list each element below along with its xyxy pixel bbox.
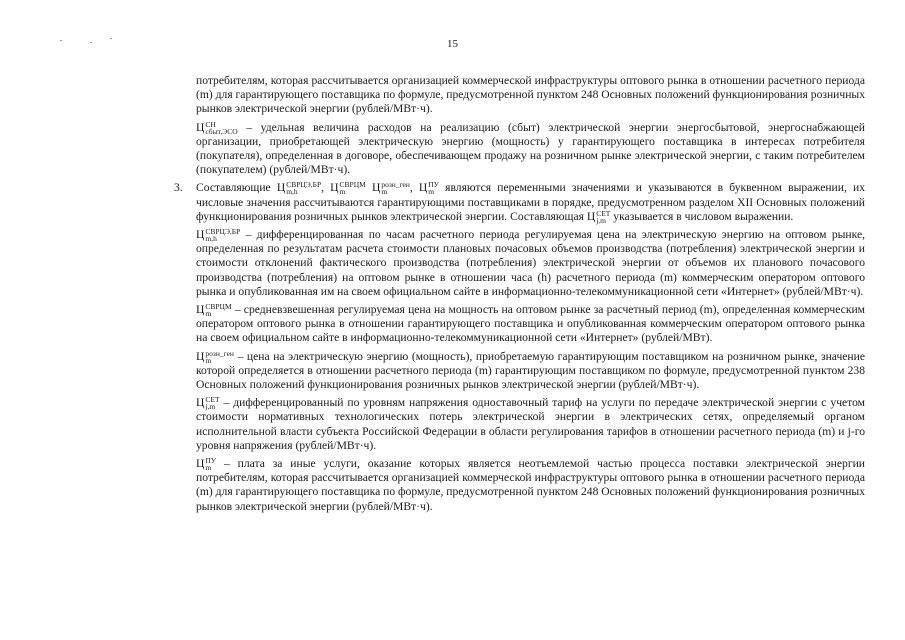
formula-symbol: Ц СВРЦЭ,БР m,h bbox=[196, 227, 241, 244]
definition-text: – плата за иные услуги, оказание которых является неотъемлемой частью процесса поставки электрической энергии потребителям, которая рассчитывается организацией коммерческой инфраструктуры оптового рынка в отношении расчетного периода (m) для гарантирующего поставщика по формуле, предусмотренной пунктом 248 Основных положений функционирования розничных рынков электрической энергии (рублей/МВт·ч). bbox=[196, 457, 865, 513]
formula-symbol bbox=[196, 121, 238, 134]
definition-paragraph bbox=[196, 303, 865, 346]
item-tail-text: указывается в числовом выражении. bbox=[613, 209, 794, 223]
list-item-3 bbox=[174, 180, 865, 225]
symbol-superscript: СН bbox=[205, 119, 216, 129]
formula-symbol: Ц СЕТ j,m bbox=[196, 395, 220, 412]
definition-paragraph bbox=[196, 228, 865, 299]
formula-symbol: Ц ПУ m bbox=[418, 180, 439, 197]
paragraph: потребителям, которая рассчитывается организацией коммерческой инфраструктуры оптового рынка в отношении расчетного периода (m) для гарантирующего поставщика по формуле, предусмотренной пунктом 248 Основных положений функционирования розничных рынков электрической энергии (рублей/МВт·ч). bbox=[196, 74, 865, 116]
definition-text: – дифференцированный по уровням напряжения одноставочный тариф на услуги по передаче электрической энергии с учетом стоимости нормативных технологических потерь электрической энергии в электрических сетях, определяемый органом исполнительной власти субъекта Российской Федерации в области регулирования тарифов в отношении расчетного периода (m) и j-го уровня напряжения (рублей/МВт·ч). bbox=[196, 396, 865, 452]
formula-symbol: Ц розн_ген m bbox=[371, 180, 410, 197]
formula-symbol: Ц СЕТ j,m bbox=[586, 208, 611, 225]
formula-symbol: Ц СВРЦЭ,БР m,h bbox=[276, 180, 322, 197]
symbol-base: Ц bbox=[196, 120, 205, 134]
list-item-number: 3. bbox=[174, 181, 183, 195]
item-body-text: являются переменными значениями и указываются в буквенном выражении, их числовые значения рассчитываются гарантирующими поставщиками в порядке, предусмотренном разделом XII Основных положений функционирования розничных рынков электрической энергии. Составляющая bbox=[196, 181, 865, 223]
formula-symbol: Ц розн_ген m bbox=[196, 348, 234, 365]
formula-symbol: Ц ПУ m bbox=[196, 456, 217, 473]
document-body bbox=[174, 74, 865, 518]
definition-paragraph bbox=[196, 396, 865, 453]
definition-text: – дифференцированная по часам расчетного периода регулируемая цена на электрическую энергию на оптовом рынке, определенная по результатам расчета стоимости плановых почасовых объемов производства (потребления) электрической энергии и стоимости отклонений фактического производства (потребления) электрической энергии от объемов их планового почасового производства (потребления) на оптовом рынке в отношении часа (h) расчетного периода (m) коммерческим оператором оптового рынка и опубликованная им на своем официальном сайте в информационно-телекоммуникационной сети «Интернет» (рублей/МВт·ч). bbox=[196, 228, 865, 298]
paragraph bbox=[196, 121, 865, 178]
definition-paragraph bbox=[196, 350, 865, 393]
definition-text: – удельная величина расходов на реализацию (сбыт) электрической энергии энергосбытовой, энергоснабжающей организации, приобретающей электрическую энергию (мощность) у гарантирующего поставщика в интересах потребителя (покупателя), определенная в договоре, обеспечивающем продажу на розничном рынке электрической энергии, с таким потребителем (покупателем) (рублей/МВт·ч). bbox=[196, 120, 865, 177]
formula-symbol: Ц СВРЦМ m bbox=[196, 302, 232, 319]
item-lead-text: Составляющие bbox=[196, 181, 271, 195]
page-number: 15 bbox=[447, 38, 458, 50]
definition-text: – цена на электрическую энергию (мощность), приобретаемую гарантирующим поставщиком на розничном рынке, значение которой определяется в отношении расчетного периода (m) гарантирующим поставщиком по формуле, предусмотренной пунктом 238 Основных положений функционирования розничных рынков электрической энергии (рублей/МВт·ч). bbox=[196, 349, 865, 392]
definition-text: – средневзвешенная регулируемая цена на мощность на оптовом рынке за расчетный период (m), определенная коммерческим оператором оптового рынка в отношении гарантирующего поставщика и опубликованная коммерческим оператором оптового рынка на своем официальном сайте в информационно-телекоммуникационной сети «Интернет» (рублей/МВт). bbox=[196, 303, 865, 345]
paragraph: Составляющие Ц СВРЦЭ,БР m,h , Ц СВРЦМ m Ц розн_ген m , Ц ПУ m являются переменными значениями и указываются в буквенном выражении, их числовые значения рассчитываются гарантирующими поставщиками в порядке, предусмотренном разделом XII Основных положений функционирования розничных рынков электрической энергии. Составляющая Ц СЕТ j,m указывается в числовом выражении. bbox=[196, 180, 865, 225]
symbol-subscript: сбыт,ЭСО bbox=[205, 126, 238, 136]
definition-paragraph bbox=[196, 457, 865, 514]
formula-symbol: Ц СВРЦМ m bbox=[330, 180, 366, 197]
